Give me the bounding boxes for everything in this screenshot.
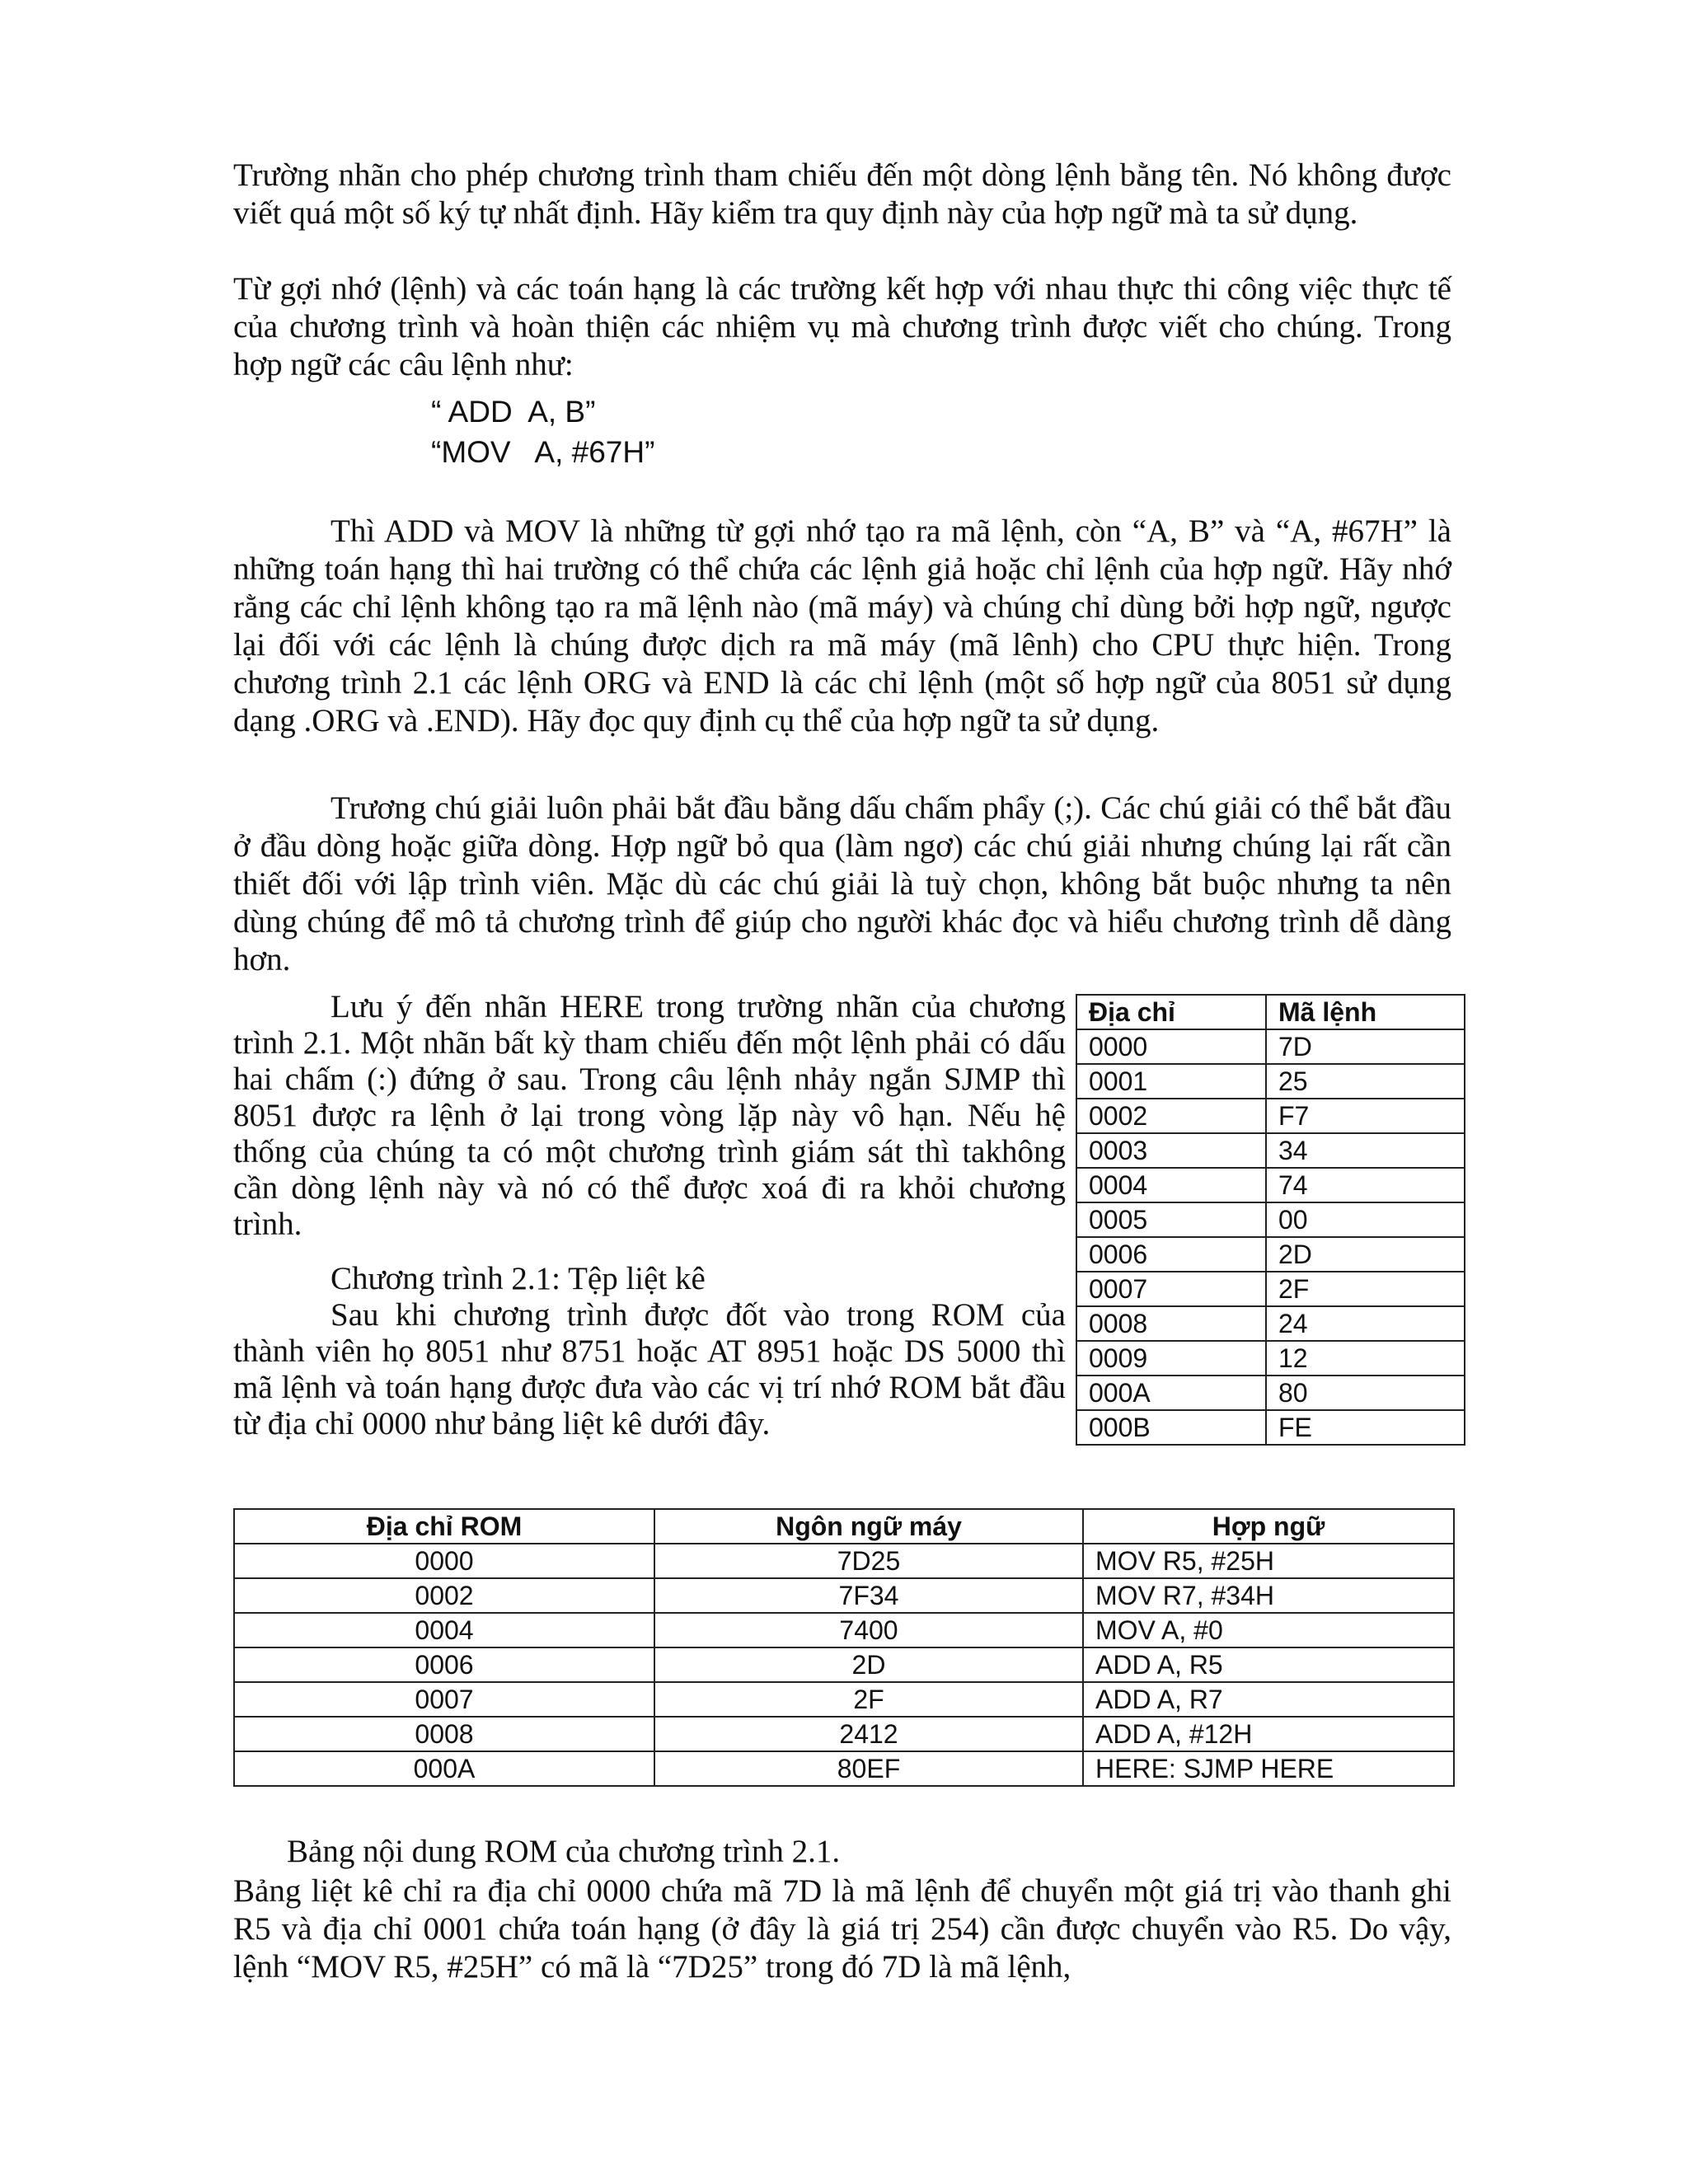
rom-address-cell: 0008 bbox=[234, 1717, 654, 1751]
assembly-cell: MOV A, #0 bbox=[1083, 1613, 1454, 1647]
address-cell: 000B bbox=[1076, 1410, 1266, 1445]
code-example-mov: “MOV A, #67H” bbox=[431, 435, 655, 469]
paragraph-directives: Thì ADD và MOV là những từ gợi nhớ tạo ra mã lệnh, còn “A, B” và “A, #67H” là những toán hạng thì hai trường có thể chứa các lệnh giả hoặc chỉ lệnh của hợp ngữ. Hãy nhớ rằng các chỉ lệnh không tạo ra mã lệnh nào (mã máy) và chúng chỉ dùng bởi hợp ngữ, ngược lại đối với các lệnh là chúng được dịch ra mã máy (mã lênh) cho CPU thực hiện. Trong chương trình 2.1 các lệnh ORG và END là các chỉ lệnh (một số hợp ngữ của 8051 sử dụng dạng .ORG và .END). Hãy đọc quy định cụ thể của hợp ngữ ta sử dụng. bbox=[233, 513, 1451, 738]
table-row bbox=[1076, 1237, 1465, 1272]
machine-code-cell: 7400 bbox=[654, 1613, 1083, 1647]
address-cell: 0007 bbox=[1076, 1272, 1266, 1306]
table-row bbox=[1076, 1376, 1465, 1410]
address-cell: 0003 bbox=[1076, 1133, 1266, 1168]
column-header-opcode: Mã lệnh bbox=[1266, 995, 1465, 1029]
rom-table-caption: Bảng nội dung ROM của chương trình 2.1. bbox=[287, 1834, 841, 1869]
table-row bbox=[234, 1647, 1454, 1682]
code-example-add: “ ADD A, B” bbox=[431, 395, 596, 429]
opcode-cell: 00 bbox=[1266, 1202, 1465, 1237]
opcode-cell: 80 bbox=[1266, 1376, 1465, 1410]
rom-address-cell: 0004 bbox=[234, 1613, 654, 1647]
address-cell: 0005 bbox=[1076, 1202, 1266, 1237]
table-row bbox=[1076, 1306, 1465, 1341]
machine-code-cell: 2D bbox=[654, 1647, 1083, 1682]
table-row bbox=[1076, 1168, 1465, 1202]
rom-address-cell: 000A bbox=[234, 1751, 654, 1786]
address-cell: 0001 bbox=[1076, 1064, 1266, 1099]
address-cell: 0009 bbox=[1076, 1341, 1266, 1376]
table-row bbox=[1076, 1064, 1465, 1099]
assembly-cell: HERE: SJMP HERE bbox=[1083, 1751, 1454, 1786]
table-row bbox=[1076, 1133, 1465, 1168]
table-row bbox=[234, 1544, 1454, 1578]
opcode-cell: 12 bbox=[1266, 1341, 1465, 1376]
table-row bbox=[234, 1578, 1454, 1613]
opcode-cell: 24 bbox=[1266, 1306, 1465, 1341]
program-caption: Chương trình 2.1: Tệp liệt kê bbox=[331, 1261, 706, 1296]
rom-address-cell: 0006 bbox=[234, 1647, 654, 1682]
table-row bbox=[1076, 1202, 1465, 1237]
table-row bbox=[1076, 1272, 1465, 1306]
column-header-assembly: Hợp ngữ bbox=[1083, 1509, 1454, 1544]
machine-code-cell: 2F bbox=[654, 1682, 1083, 1717]
opcode-cell: 34 bbox=[1266, 1133, 1465, 1168]
rom-address-cell: 0007 bbox=[234, 1682, 654, 1717]
assembly-cell: ADD A, R5 bbox=[1083, 1647, 1454, 1682]
rom-contents-table bbox=[233, 1508, 1455, 1787]
table-row bbox=[234, 1682, 1454, 1717]
paragraph-rom-burn: Sau khi chương trình được đốt vào trong ROM của thành viên họ 8051 như 8751 hoặc AT 8951 hoặc DS 5000 thì mã lệnh và toán hạng được đưa vào các vị trí nhớ ROM bắt đầu từ địa chỉ 0000 như bảng liệt kê dưới đây. bbox=[233, 1297, 1066, 1441]
address-cell: 0008 bbox=[1076, 1306, 1266, 1341]
paragraph-mnemonic-operands: Từ gợi nhớ (lệnh) và các toán hạng là các trường kết hợp với nhau thực thi công việc thực tế của chương trình và hoàn thiện các nhiệm vụ mà chương trình được viết cho chúng. Trong hợp ngữ các câu lệnh như: bbox=[233, 271, 1451, 382]
assembly-cell: MOV R5, #25H bbox=[1083, 1544, 1454, 1578]
assembly-cell: ADD A, #12H bbox=[1083, 1717, 1454, 1751]
assembly-cell: MOV R7, #34H bbox=[1083, 1578, 1454, 1613]
table-row bbox=[1076, 1410, 1465, 1445]
rom-address-cell: 0000 bbox=[234, 1544, 654, 1578]
table-row bbox=[1076, 1099, 1465, 1133]
address-cell: 0006 bbox=[1076, 1237, 1266, 1272]
table-header-row bbox=[234, 1509, 1454, 1544]
rom-address-cell: 0002 bbox=[234, 1578, 654, 1613]
assembly-cell: ADD A, R7 bbox=[1083, 1682, 1454, 1717]
opcode-cell: 25 bbox=[1266, 1064, 1465, 1099]
table-row bbox=[234, 1751, 1454, 1786]
table-header-row bbox=[1076, 995, 1465, 1029]
address-cell: 000A bbox=[1076, 1376, 1266, 1410]
opcode-cell: 7D bbox=[1266, 1029, 1465, 1064]
machine-code-cell: 80EF bbox=[654, 1751, 1083, 1786]
paragraph-label-field: Trường nhãn cho phép chương trình tham chiếu đến một dòng lệnh bằng tên. Nó không được viết quá một số ký tự nhất định. Hãy kiểm tra quy định này của hợp ngữ mà ta sử dụng. bbox=[233, 157, 1451, 231]
machine-code-cell: 7F34 bbox=[654, 1578, 1083, 1613]
opcode-cell: 2D bbox=[1266, 1237, 1465, 1272]
address-cell: 0002 bbox=[1076, 1099, 1266, 1133]
table-row bbox=[1076, 1029, 1465, 1064]
column-header-address: Địa chỉ bbox=[1076, 995, 1266, 1029]
address-cell: 0000 bbox=[1076, 1029, 1266, 1064]
machine-code-cell: 2412 bbox=[654, 1717, 1083, 1751]
address-cell: 0004 bbox=[1076, 1168, 1266, 1202]
opcode-cell: 74 bbox=[1266, 1168, 1465, 1202]
table-row bbox=[234, 1717, 1454, 1751]
machine-code-cell: 7D25 bbox=[654, 1544, 1083, 1578]
column-header-rom-address: Địa chỉ ROM bbox=[234, 1509, 654, 1544]
opcode-cell: F7 bbox=[1266, 1099, 1465, 1133]
column-header-machine-code: Ngôn ngữ máy bbox=[654, 1509, 1083, 1544]
table-row bbox=[1076, 1341, 1465, 1376]
opcode-cell: 2F bbox=[1266, 1272, 1465, 1306]
address-opcode-table bbox=[1076, 994, 1465, 1446]
table-row bbox=[234, 1613, 1454, 1647]
paragraph-comments: Trương chú giải luôn phải bắt đầu bằng dấu chấm phẩy (;). Các chú giải có thể bắt đầu ở đầu dòng hoặc giữa dòng. Hợp ngữ bỏ qua (làm ngơ) các chú giải nhưng chúng lại rất cần thiết đối với lập trình viên. Mặc dù các chú giải là tuỳ chọn, không bắt buộc nhưng ta nên dùng chúng để mô tả chương trình để giúp cho người khác đọc và hiểu chương trình dễ dàng hơn. bbox=[233, 790, 1451, 977]
opcode-cell: FE bbox=[1266, 1410, 1465, 1445]
paragraph-here-label: Lưu ý đến nhãn HERE trong trường nhãn của chương trình 2.1. Một nhãn bất kỳ tham chiếu đến một lệnh phải có dấu hai chấm (:) đứng ở sau. Trong câu lệnh nhảy ngắn SJMP thì 8051 được ra lệnh ở lại trong vòng lặp này vô hạn. Nếu hệ thống của chúng ta có một chương trình giám sát thì takhông cần dòng lệnh này và nó có thể được xoá đi ra khỏi chương trình. bbox=[233, 989, 1066, 1242]
paragraph-listing-explanation: Bảng liệt kê chỉ ra địa chỉ 0000 chứa mã 7D là mã lệnh để chuyển một giá trị vào thanh ghi R5 và địa chỉ 0001 chứa toán hạng (ở đây là giá trị 254) cần được chuyển vào R5. Do vậy, lệnh “MOV R5, #25H” có mã là “7D25” trong đó 7D là mã lệnh, bbox=[233, 1873, 1451, 1985]
